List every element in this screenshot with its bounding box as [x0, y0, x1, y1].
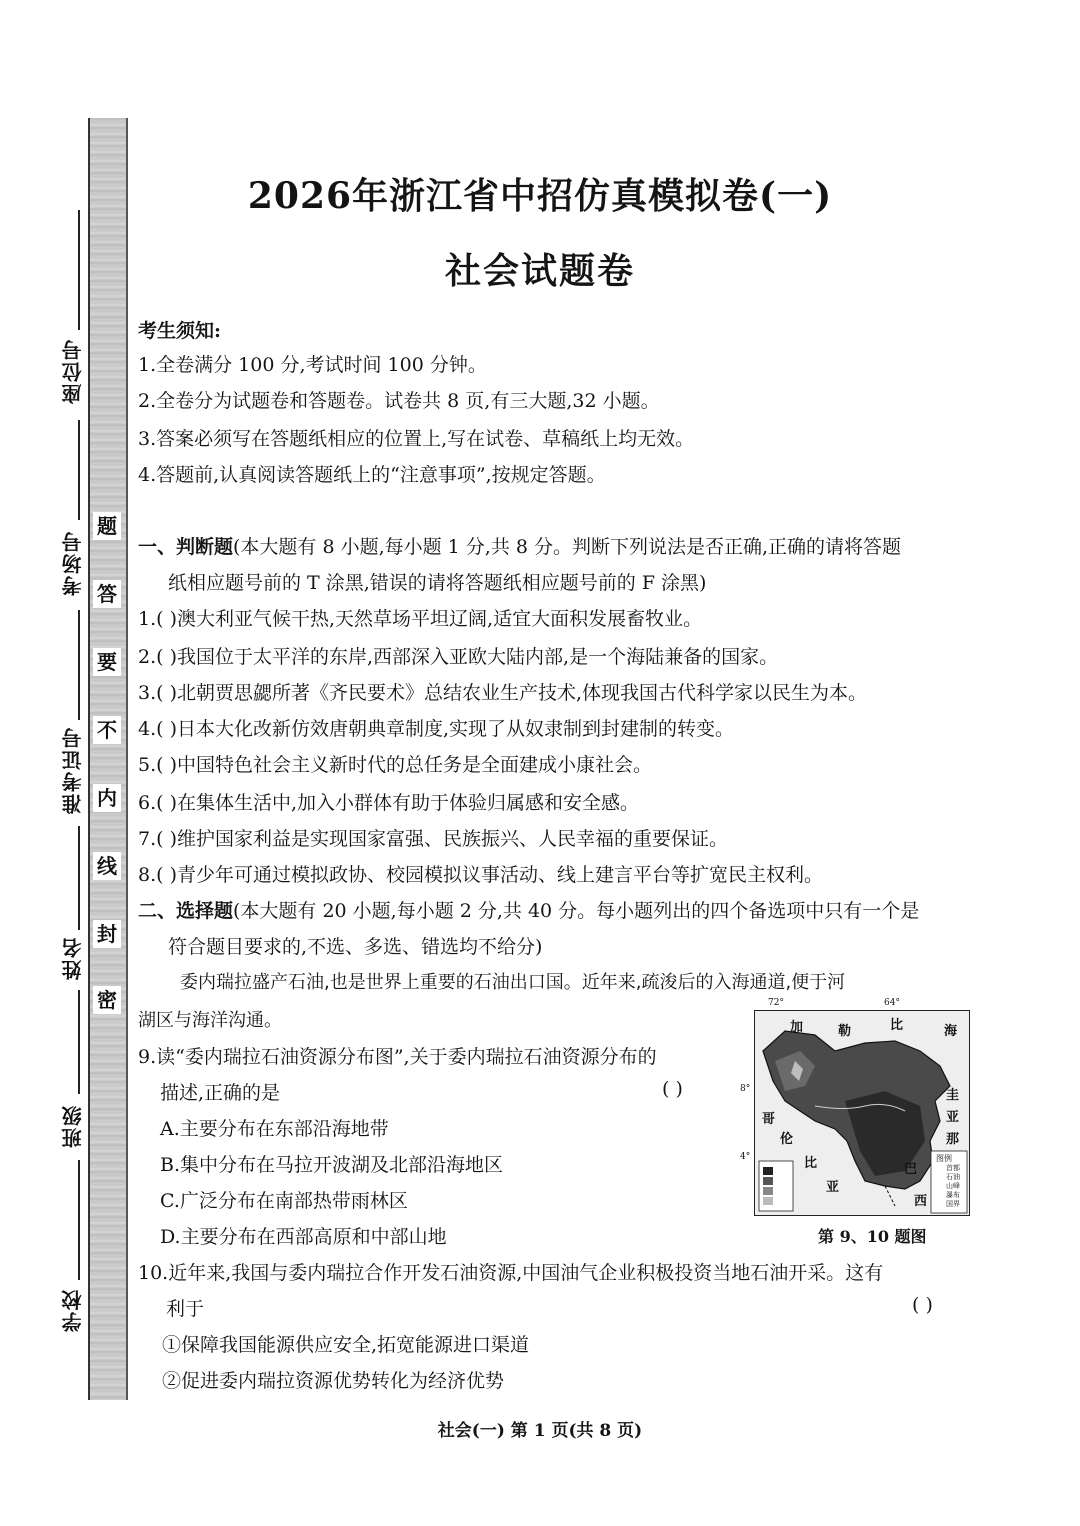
- section2-heading: 二、选择题: [138, 900, 234, 922]
- binding-strip: [88, 118, 128, 1400]
- lat-label: 4°: [740, 1152, 751, 1162]
- q9-option-b[interactable]: B.集中分布在马拉开波湖及北部沿海地区: [160, 1154, 504, 1176]
- map-place-char: 亚: [826, 1180, 840, 1195]
- map-place-char: 亚: [946, 1110, 960, 1125]
- q9-answer-bracket[interactable]: ( ): [662, 1078, 683, 1100]
- seal-char: 要: [93, 648, 121, 676]
- q10-item-1: ①保障我国能源供应安全,拓宽能源进口渠道: [162, 1334, 530, 1356]
- lon-label: 72°: [768, 998, 784, 1008]
- fill-line-name[interactable]: [78, 826, 80, 930]
- legend-title: 图例: [936, 1154, 952, 1163]
- seat-number-label: 座位号: [61, 338, 85, 404]
- judge-question-8[interactable]: 8.( )青少年可通过模拟政协、校园模拟议事活动、线上建言平台等扩宽民主权利。: [138, 864, 823, 886]
- section2-desc: (本大题有 20 小题,每小题 2 分,共 40 分。每小题列出的四个备选项中只有一个是: [233, 900, 920, 922]
- exam-subtitle: 社会试题卷: [444, 250, 635, 292]
- judge-question-6[interactable]: 6.( )在集体生活中,加入小群体有助于体验归属感和安全感。: [138, 792, 640, 814]
- q10-item-2: ②促进委内瑞拉资源优势转化为经济优势: [162, 1370, 505, 1392]
- judge-question-4[interactable]: 4.( )日本大化改新仿效唐朝典章制度,实现了从奴隶制到封建制的转变。: [138, 718, 735, 740]
- fill-line-school[interactable]: [78, 1160, 80, 1280]
- map-place-char: 海: [944, 1024, 958, 1039]
- seal-char: 密: [93, 986, 121, 1014]
- legend-item: 石油: [946, 1173, 960, 1181]
- seal-char: 内: [93, 784, 121, 812]
- fill-line-room[interactable]: [78, 420, 80, 520]
- judge-question-7[interactable]: 7.( )维护国家利益是实现国家富强、民族振兴、人民幸福的重要保证。: [138, 828, 728, 850]
- section1-heading: 一、判断题: [138, 536, 234, 558]
- passage-line: 湖区与海洋沟通。: [138, 1010, 282, 1031]
- legend-item: 首都: [946, 1164, 960, 1172]
- judge-question-1[interactable]: 1.( )澳大利亚气候干热,天然草场平坦辽阔,适宜大面积发展畜牧业。: [138, 608, 703, 630]
- page-footer: 社会(一) 第 1 页(共 8 页): [437, 1421, 643, 1441]
- notice-title: 考生须知:: [138, 320, 222, 342]
- map-graphic: [755, 1011, 969, 1215]
- q9-option-d[interactable]: D.主要分布在西部高原和中部山地: [160, 1226, 447, 1248]
- school-label: 学校: [61, 1288, 85, 1332]
- passage-line: 委内瑞拉盛产石油,也是世界上重要的石油出口国。近年来,疏浚后的入海通道,便于河: [180, 972, 846, 993]
- q10-answer-bracket[interactable]: ( ): [912, 1294, 933, 1316]
- seal-char: 线: [93, 852, 121, 880]
- section2-header: [138, 896, 919, 923]
- judge-question-3[interactable]: 3.( )北朝贾思勰所著《齐民要术》总结农业生产技术,体现我国古代科学家以民生为本。: [138, 682, 868, 704]
- fill-line-ticket[interactable]: [78, 610, 80, 720]
- section1-desc-cont: 纸相应题号前的 T 涂黑,错误的请将答题纸相应题号前的 F 涂黑): [168, 572, 707, 594]
- seal-char: 答: [93, 580, 121, 608]
- map-place-char: 圭: [946, 1088, 960, 1103]
- lat-label: 8°: [740, 1084, 751, 1094]
- judge-question-5[interactable]: 5.( )中国特色社会主义新时代的总任务是全面建成小康社会。: [138, 754, 652, 776]
- name-label: 姓名: [61, 936, 85, 980]
- map-place-char: 勒: [838, 1024, 852, 1039]
- map-place-char: 巴: [904, 1162, 918, 1177]
- section2-desc-cont: 符合题目要求的,不选、多选、错选均不给分): [168, 936, 543, 958]
- seal-char: 不: [93, 716, 121, 744]
- map-place-char: 比: [890, 1018, 904, 1033]
- map-place-char: 西: [914, 1194, 928, 1209]
- section1-desc: (本大题有 8 小题,每小题 1 分,共 8 分。判断下列说法是否正确,正确的请将答题: [233, 536, 902, 558]
- judge-question-2[interactable]: 2.( )我国位于太平洋的东岸,西部深入亚欧大陆内部,是一个海陆兼备的国家。: [138, 646, 779, 668]
- q9-stem: 9.读“委内瑞拉石油资源分布图”,关于委内瑞拉石油资源分布的: [138, 1046, 657, 1068]
- exam-title: 2026年浙江省中招仿真模拟卷(一): [247, 175, 833, 217]
- map-place-char: 哥: [762, 1112, 776, 1127]
- seal-char: 封: [93, 920, 121, 948]
- admission-ticket-label: 准考证号: [61, 726, 85, 814]
- venezuela-oil-map: [740, 998, 970, 1216]
- notice-item: 1.全卷满分 100 分,考试时间 100 分钟。: [138, 354, 487, 376]
- map-place-char: 伦: [780, 1132, 794, 1147]
- fill-line-class[interactable]: [78, 990, 80, 1094]
- q9-stem-cont: 描述,正确的是: [160, 1082, 281, 1104]
- q10-stem-cont: 利于: [166, 1298, 205, 1320]
- map-place-char: 那: [946, 1132, 960, 1147]
- legend-item: 山峰: [946, 1182, 960, 1190]
- map-place-char: 比: [804, 1156, 818, 1171]
- seal-char: 题: [93, 512, 121, 540]
- legend-item: 瀑布: [946, 1191, 960, 1199]
- notice-item: 3.答案必须写在答题纸相应的位置上,写在试卷、草稿纸上均无效。: [138, 428, 695, 450]
- q10-stem: 10.近年来,我国与委内瑞拉合作开发石油资源,中国油气企业积极投资当地石油开采。这有: [138, 1262, 884, 1284]
- notice-item: 4.答题前,认真阅读答题纸上的“注意事项”,按规定答题。: [138, 464, 606, 486]
- q9-option-a[interactable]: A.主要分布在东部沿海地带: [160, 1118, 389, 1140]
- map-caption: 第 9、10 题图: [818, 1227, 927, 1246]
- section1-header: [138, 532, 901, 559]
- class-label: 班级: [61, 1104, 85, 1148]
- map-frame: [754, 1010, 970, 1216]
- legend-item: 国界: [946, 1200, 960, 1208]
- map-place-char: 加: [790, 1020, 804, 1035]
- lon-label: 64°: [884, 998, 900, 1008]
- q9-option-c[interactable]: C.广泛分布在南部热带雨林区: [160, 1190, 408, 1212]
- exam-room-label: 考场号: [61, 530, 85, 596]
- notice-item: 2.全卷分为试题卷和答题卷。试卷共 8 页,有三大题,32 小题。: [138, 390, 660, 412]
